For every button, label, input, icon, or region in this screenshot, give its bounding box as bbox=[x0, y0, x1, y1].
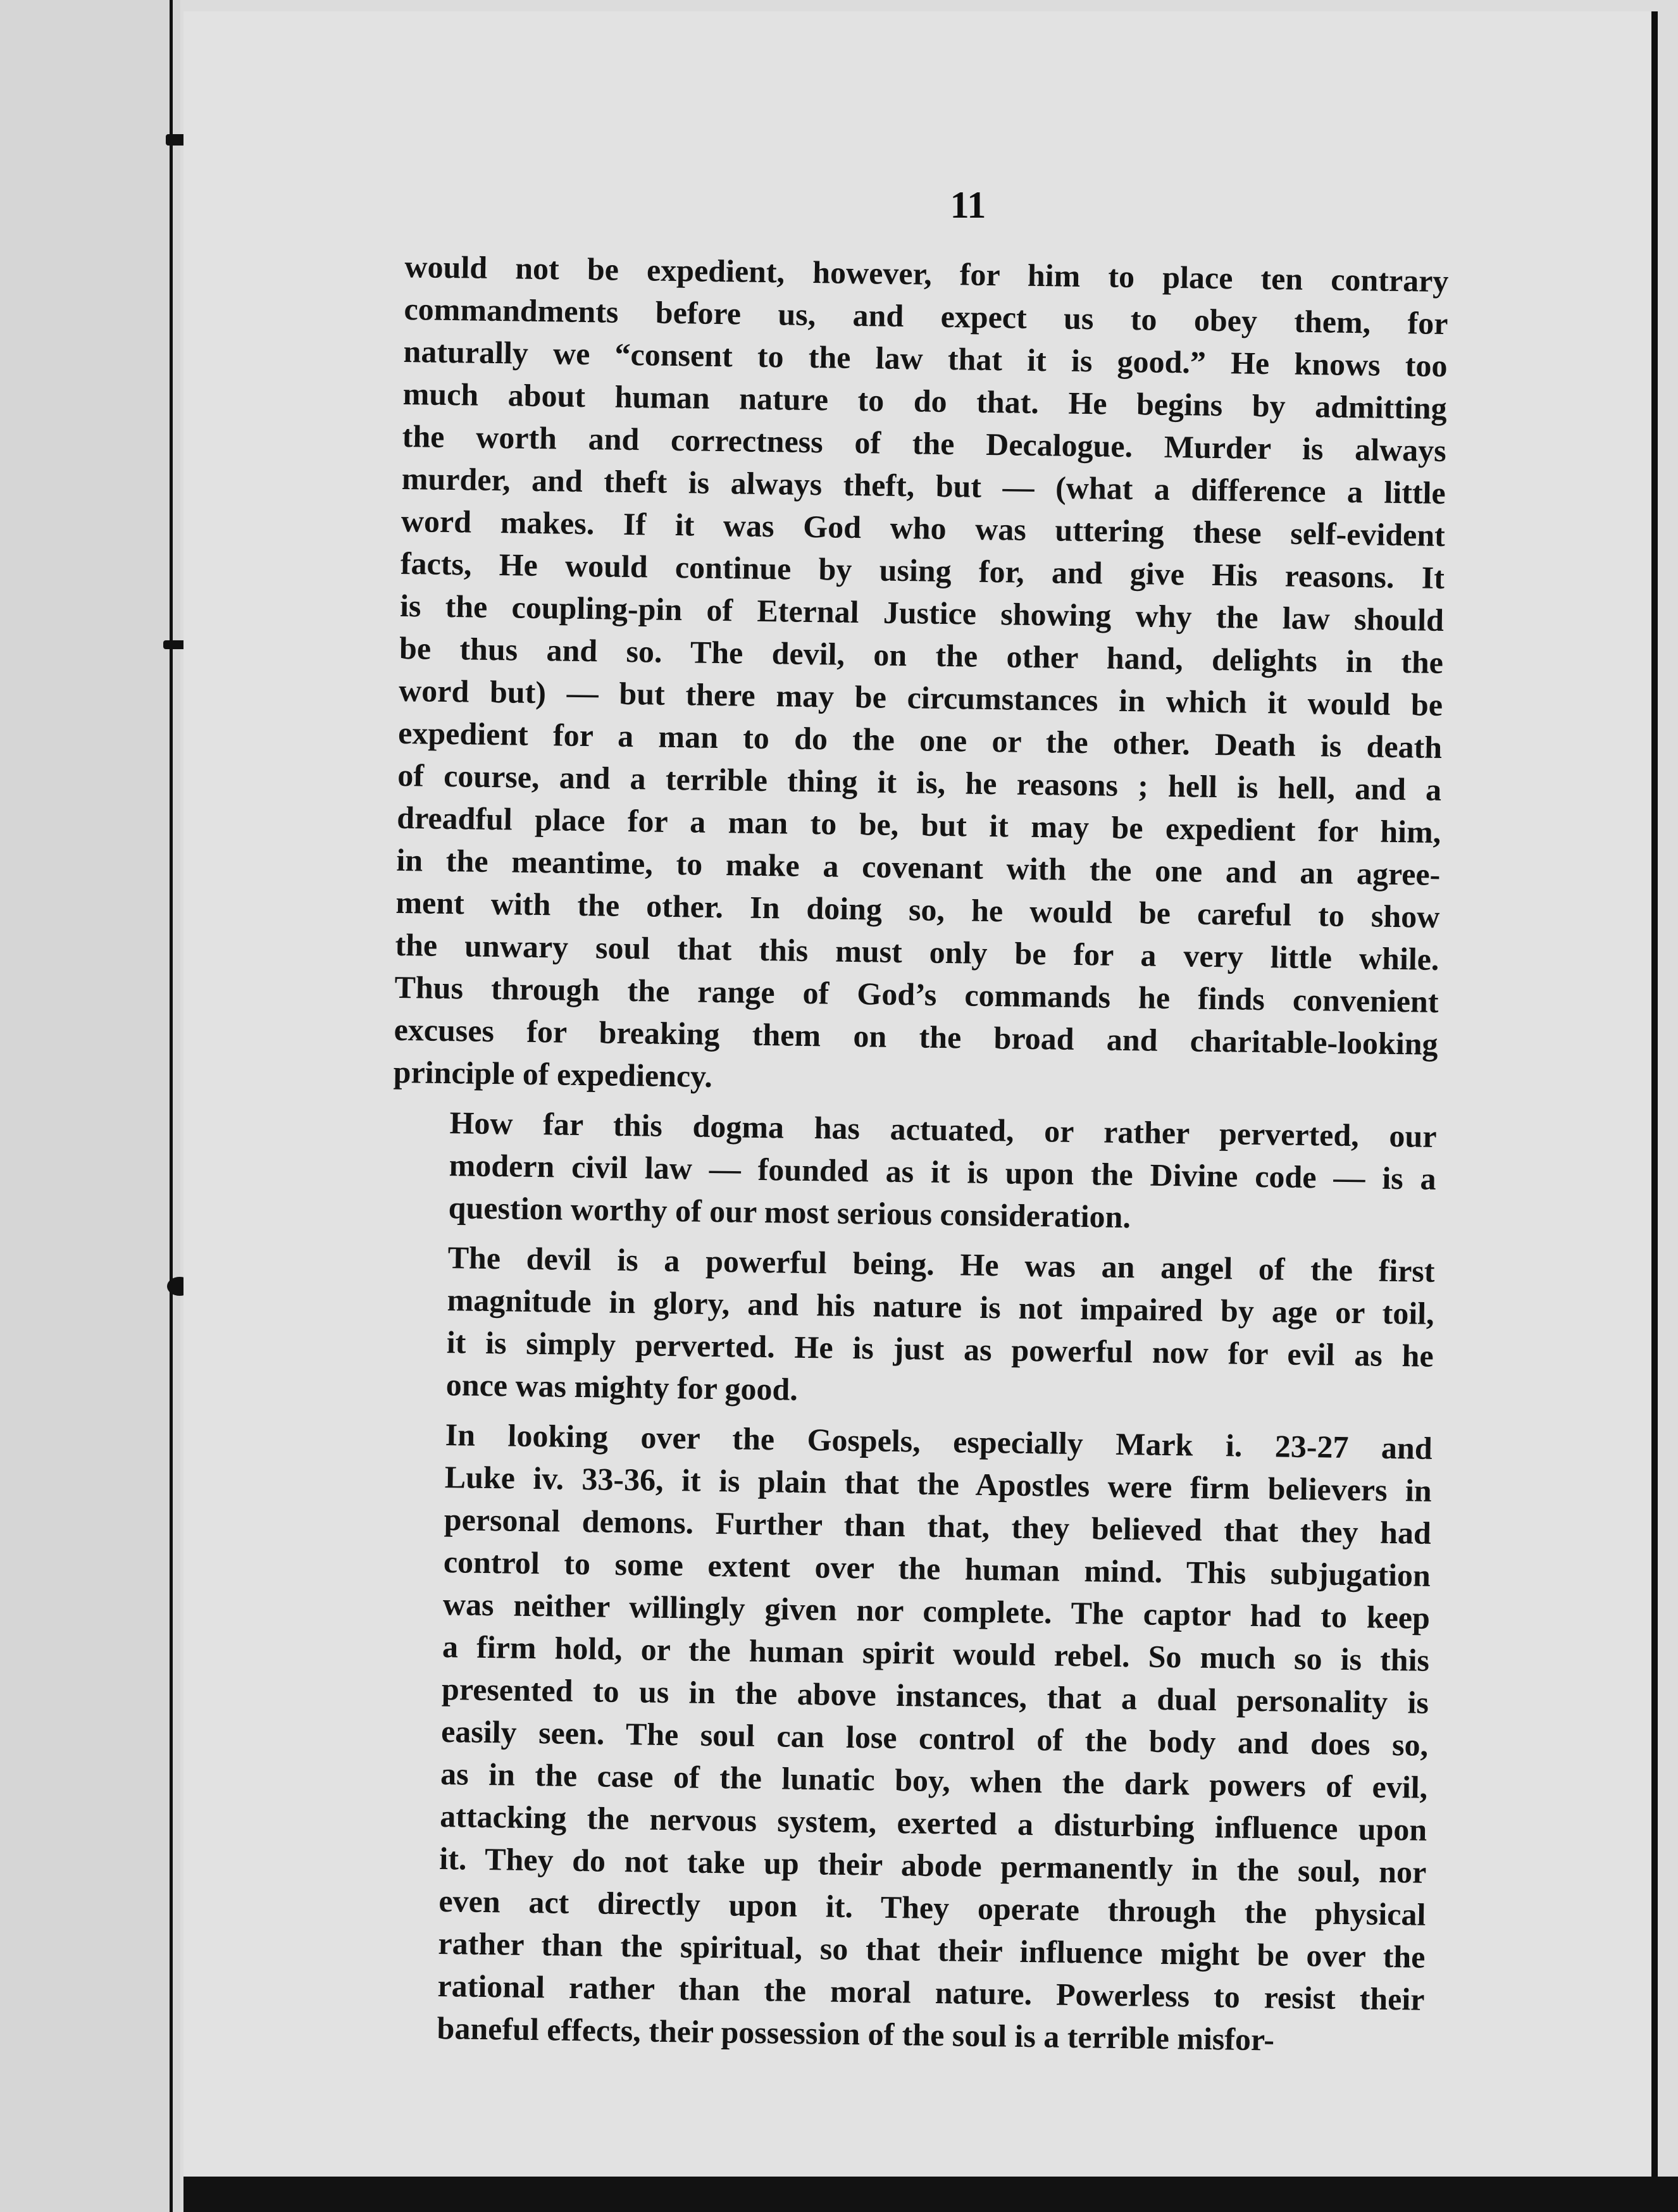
text-line: a firm hold, or the human spirit would rebel. So much so is this bbox=[442, 1629, 1430, 1678]
paragraph bbox=[388, 1236, 1435, 1420]
text-line: expedient for a man to do the one or the other. Death is death bbox=[397, 714, 1443, 765]
text-line: Thus through the range of God’s commands he finds convenient bbox=[394, 969, 1439, 1019]
text-line: attacking the nervous system, exerted a disturbing influence upon bbox=[439, 1798, 1427, 1848]
text-line: rational rather than the moral nature. Powerless to resist their bbox=[437, 1967, 1425, 2017]
paragraph bbox=[391, 1101, 1437, 1243]
text-line: modern civil law — founded as it is upon the Divine code — is a bbox=[449, 1147, 1436, 1196]
text-line: magnitude in glory, and his nature is not impaired by age or toil, bbox=[447, 1282, 1434, 1331]
text-line: excuses for breaking them on the broad and charitable-looking bbox=[394, 1011, 1438, 1062]
text-line: presented to us in the above instances, that a dual personality is bbox=[441, 1671, 1429, 1720]
text-line: it. They do not take up their abode permanently in the soul, nor bbox=[439, 1841, 1427, 1890]
paragraph bbox=[380, 1413, 1433, 2063]
text-line: ment with the other. In doing so, he would be careful to show bbox=[395, 884, 1440, 935]
text-line: in the meantime, to make a covenant with the one and an agree- bbox=[396, 842, 1441, 892]
text-line: personal demons. Further than that, they believed that they had bbox=[444, 1501, 1432, 1551]
text-line: In looking over the Gospels, especially Mark i. 23-27 and bbox=[445, 1417, 1433, 1466]
body-text bbox=[380, 245, 1449, 2071]
text-line: easily seen. The soul can lose control of the body and does so, bbox=[440, 1713, 1429, 1763]
text-line: question worthy of our most serious consideration. bbox=[448, 1190, 1131, 1235]
text-line: once was mighty for good. bbox=[445, 1367, 799, 1407]
text-line: commandments before us, and expect us to obey them, for bbox=[404, 290, 1448, 342]
text-line: naturally we “consent to the law that it is good.” He knows too bbox=[403, 333, 1448, 384]
text-line: Luke iv. 33-36, it is plain that the Apostles were firm believers in bbox=[444, 1459, 1433, 1508]
facing-page-margin bbox=[0, 0, 180, 2212]
page-bottom-shadow bbox=[183, 2177, 1678, 2212]
text-line: baneful effects, their possession of the soul is a terrible misfor- bbox=[437, 2010, 1275, 2058]
text-line: the unwary soul that this must only be for a very little while. bbox=[395, 926, 1439, 977]
text-line: rather than the spiritual, so that their influence might be over the bbox=[438, 1925, 1426, 1975]
paragraph bbox=[393, 245, 1449, 1108]
text-line: be thus and so. The devil, on the other hand, delights in the bbox=[399, 630, 1444, 680]
text-line: dreadful place for a man to be, but it may be expedient for him, bbox=[396, 799, 1441, 850]
text-line: would not be expedient, however, for him to place ten contrary bbox=[404, 248, 1449, 299]
text-line: word but) — but there may be circumstances in which it would be bbox=[398, 672, 1443, 723]
text-line: of course, and a terrible thing it is, he reasons ; hell is hell, and a bbox=[397, 757, 1442, 807]
text-line: even act directly upon it. They operate through the physical bbox=[438, 1883, 1426, 1932]
text-line: the worth and correctness of the Decalogue. Murder is always bbox=[402, 418, 1447, 469]
text-line: is the coupling-pin of Eternal Justice showing why the law should bbox=[399, 587, 1445, 638]
text-line: as in the case of the lunatic boy, when the dark powers of evil, bbox=[440, 1756, 1428, 1805]
page-number: 11 bbox=[950, 184, 986, 226]
text-line: How far this dogma has actuated, or rather perverted, our bbox=[449, 1105, 1437, 1154]
text-line: facts, He would continue by using for, and give His reasons. It bbox=[400, 545, 1445, 595]
text-line: The devil is a powerful being. He was an angel of the first bbox=[447, 1240, 1435, 1289]
text-line: was neither willingly given nor complete. The captor had to keep bbox=[442, 1586, 1431, 1636]
text-line: it is simply perverted. He is just as powerful now for evil as he bbox=[446, 1324, 1434, 1374]
text-line: murder, and theft is always theft, but — (what a difference a little bbox=[401, 460, 1446, 511]
text-line: word makes. If it was God who was uttering these self-evident bbox=[401, 502, 1446, 553]
text-line: much about human nature to do that. He begins by admitting bbox=[402, 375, 1447, 426]
binding-spine bbox=[170, 0, 173, 2212]
text-line: principle of expediency. bbox=[393, 1053, 713, 1094]
text-line: control to some extent over the human mind. This subjugation bbox=[443, 1544, 1431, 1593]
